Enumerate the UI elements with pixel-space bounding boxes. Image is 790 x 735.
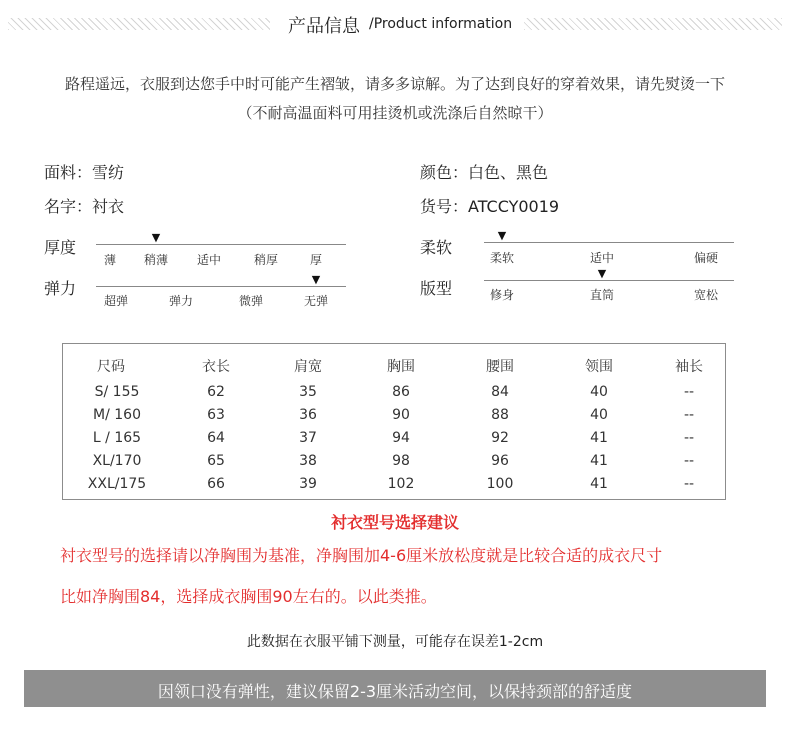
softness-option: 柔软 [489,251,515,265]
elasticity-marker: ▼ [311,273,321,286]
table-cell: 40 [590,384,608,400]
name-attr: 名字：衬衣 [44,197,125,216]
table-cell: 38 [299,453,317,469]
collar-notice-banner [24,670,766,707]
table-cell: 40 [590,407,608,423]
table-header: 胸围 [387,359,415,375]
table-cell: XXL/175 [87,476,147,492]
table-cell: 92 [491,430,509,446]
color-attr: 颜色：白色、黑色 [420,163,549,182]
table-header: 领围 [585,359,613,375]
elasticity-label: 弹力 [44,279,77,298]
thickness-marker: ▼ [151,231,161,244]
table-cell: XL/170 [92,453,142,469]
table-cell: S/ 155 [94,384,140,400]
softness-scale-line [484,242,734,243]
measurement-note: 此数据在衣服平铺下测量，可能存在误差1-2cm [246,634,544,650]
fit-option: 直筒 [589,288,615,302]
elasticity-option: 超弹 [103,294,129,308]
thickness-label: 厚度 [44,238,77,257]
table-cell: -- [683,453,695,469]
thickness-option: 稍厚 [253,253,279,267]
table-cell: 37 [299,430,317,446]
section-title-english: /Product information [369,16,513,32]
softness-option: 适中 [589,251,615,265]
table-cell: 88 [491,407,509,423]
fit-label: 版型 [420,279,453,298]
thickness-option: 稍薄 [143,253,169,267]
table-header: 衣长 [202,359,230,375]
table-cell: 94 [392,430,410,446]
fit-option: 宽松 [693,288,719,302]
thickness-option: 厚 [309,253,323,267]
table-cell: 96 [491,453,509,469]
table-cell: 39 [299,476,317,492]
fabric-attr: 面料：雪纺 [44,163,125,182]
table-cell: 41 [590,453,608,469]
table-cell: 64 [207,430,225,446]
table-cell: -- [683,430,695,446]
table-cell: 84 [491,384,509,400]
table-cell: 62 [207,384,225,400]
table-header: 腰围 [486,359,514,375]
size-advice-line2: 比如净胸围84，选择成衣胸围90左右的。以此类推。 [60,587,437,606]
table-cell: -- [683,476,695,492]
fit-marker: ▼ [597,267,607,280]
table-cell: 66 [207,476,225,492]
fit-scale-line [484,280,734,281]
table-cell: 98 [392,453,410,469]
softness-option: 偏硬 [693,251,719,265]
table-header: 尺码 [97,359,125,375]
table-cell: 102 [387,476,415,492]
collar-notice-text: 因领口没有弹性，建议保留2-3厘米活动空间，以保持颈部的舒适度 [157,682,633,701]
thickness-scale-line [96,244,346,245]
care-notice-sub: （不耐高温面料可用挂烫机或洗涤后自然晾干） [237,104,553,122]
softness-marker: ▼ [497,229,507,242]
table-cell: 41 [590,476,608,492]
thickness-option: 薄 [103,253,117,267]
care-notice: 路程遥远，衣服到达您手中时可能产生褶皱，请多多谅解。为了达到良好的穿着效果，请先熨烫一下 [64,75,725,93]
thickness-option: 适中 [196,253,222,267]
table-cell: 36 [299,407,317,423]
softness-label: 柔软 [420,238,453,257]
table-cell: 35 [299,384,317,400]
size-advice-line1: 衬衣型号的选择请以净胸围为基准，净胸围加4-6厘米放松度就是比较合适的成衣尺寸 [60,546,663,565]
table-cell: L / 165 [92,430,142,446]
header-hatch-right [524,18,782,30]
table-header: 袖长 [675,359,703,375]
table-header: 肩宽 [294,359,322,375]
elasticity-option: 弹力 [168,294,194,308]
table-cell: 100 [486,476,514,492]
item-number-attr: 货号：ATCCY0019 [420,197,560,216]
table-cell: -- [683,384,695,400]
table-cell: 90 [392,407,410,423]
table-cell: -- [683,407,695,423]
table-cell: 41 [590,430,608,446]
table-cell: M/ 160 [93,407,141,423]
table-cell: 63 [207,407,225,423]
section-title: 产品信息 [288,16,360,37]
size-table [62,343,726,500]
fit-option: 修身 [489,288,515,302]
elasticity-option: 无弹 [303,294,329,308]
table-cell: 86 [392,384,410,400]
elasticity-option: 微弹 [238,294,264,308]
table-cell: 65 [207,453,225,469]
elasticity-scale-line [96,286,346,287]
size-advice-title: 衬衣型号选择建议 [330,513,459,532]
header-hatch-left [8,18,270,30]
